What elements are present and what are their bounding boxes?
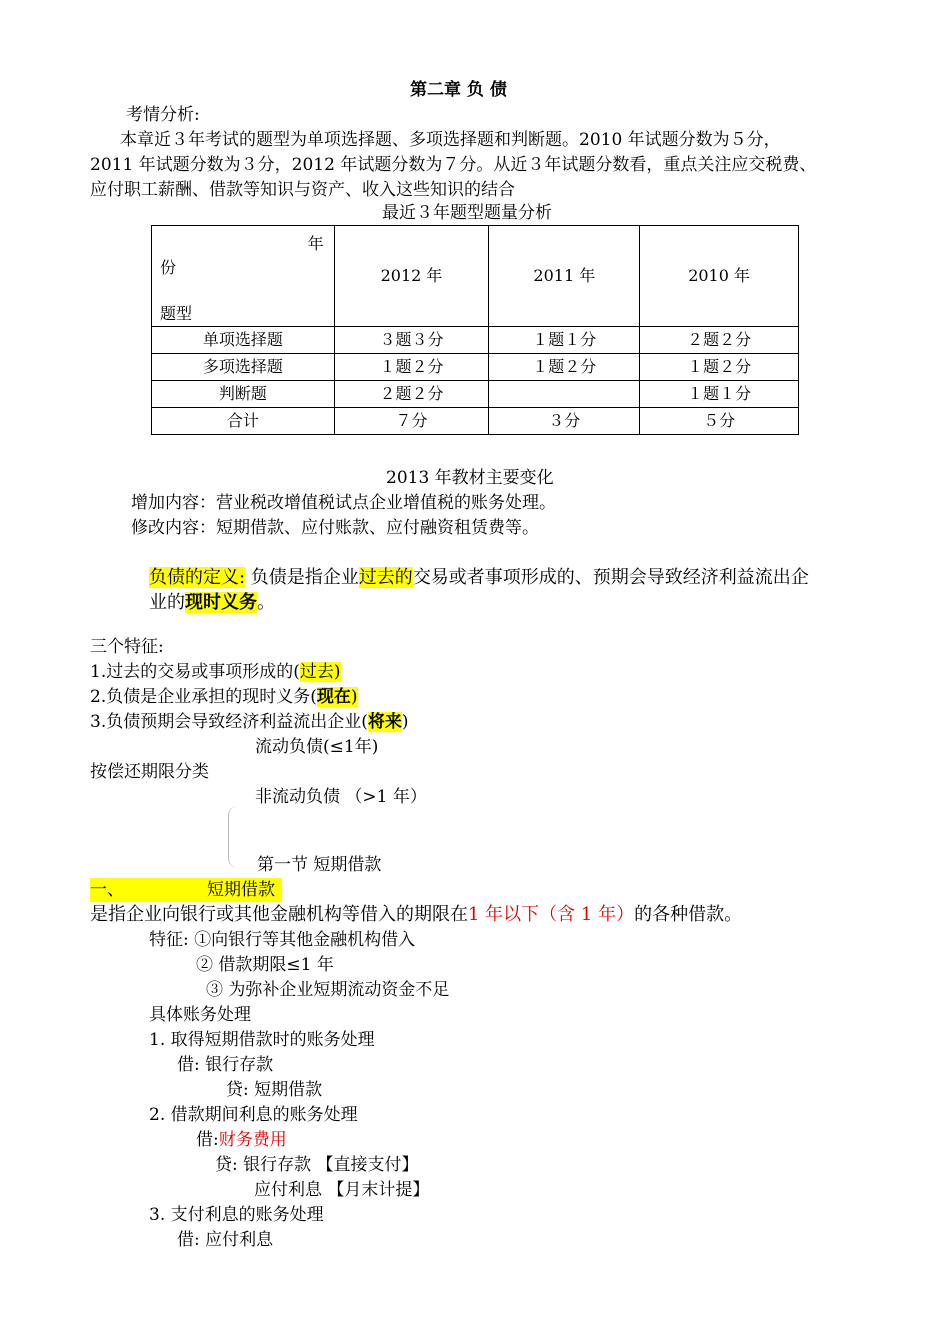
- table-row: [152, 327, 799, 354]
- definition-text: 的各种借款。: [634, 904, 743, 925]
- feature-text: 1.过去的交易或事项形成的(: [90, 662, 300, 682]
- entry-debit: [196, 1128, 287, 1152]
- analysis-heading: 考情分析:: [126, 105, 200, 125]
- features-title: 三个特征:: [90, 637, 164, 657]
- year-header-cell: 2010 年: [640, 226, 799, 327]
- highlight-present-duty: 现时义务: [185, 592, 257, 613]
- table-cell: ２题２分: [334, 381, 489, 408]
- feature2-item: 特征: ①向银行等其他金融机构借入: [149, 930, 416, 950]
- definition-label: 负债的定义:: [149, 567, 246, 588]
- row-type-cell: 判断题: [152, 381, 335, 408]
- feature-item: [90, 685, 358, 709]
- feature-tag: 现在: [316, 687, 351, 707]
- diag-year: 年: [307, 234, 324, 253]
- feature-tag: 过去: [299, 662, 334, 682]
- entry-debit: 借: 应付利息: [177, 1230, 274, 1250]
- year-header-cell: 2012 年: [334, 226, 489, 327]
- entry-debit: 借: 银行存款: [177, 1055, 274, 1075]
- sub-heading-text: 短期借款: [207, 880, 275, 900]
- table-cell: [489, 381, 640, 408]
- feature-end: ): [401, 712, 409, 732]
- step-title: 1. 取得短期借款时的账务处理: [149, 1030, 375, 1050]
- debit-account: 财务费用: [218, 1130, 287, 1150]
- section-title: 第一节 短期借款: [257, 855, 382, 875]
- red-term: 1 年以下（含 1 年）: [468, 904, 635, 925]
- entry-credit: 应付利息 【月末计提】: [254, 1180, 430, 1200]
- definition-text: 。: [257, 592, 275, 613]
- classify-label: 按偿还期限分类: [90, 762, 209, 782]
- definition-text: 负债是指企业: [245, 567, 359, 588]
- feature2-item: ② 借款期限≤1 年: [196, 955, 334, 975]
- chapter-title: 第二章 负 债: [410, 80, 507, 100]
- feature2-item: ③ 为弥补企业短期流动资金不足: [206, 980, 450, 1000]
- analysis-line-3: 应付职工薪酬、借款等知识与资产、收入这些知识的结合: [90, 180, 515, 200]
- table-cell: １题２分: [640, 354, 799, 381]
- analysis-line-2: 2011 年试题分数为３分，2012 年试题分数为７分。从近３年试题分数看，重点关注应交税费、: [90, 155, 817, 175]
- question-table: [151, 225, 799, 435]
- short-loan-definition: [90, 903, 742, 927]
- feature-end: ): [333, 662, 341, 682]
- table-cell: ５分: [640, 408, 799, 435]
- table-cell: ３题３分: [334, 327, 489, 354]
- step-title: 3. 支付利息的账务处理: [149, 1205, 324, 1225]
- feature-tag: 将来: [367, 712, 402, 732]
- table-cell: １题１分: [640, 381, 799, 408]
- definition-text: 是指企业向银行或其他金融机构等借入的期限在: [90, 904, 468, 925]
- current-liability: 流动负债(≤1年): [255, 737, 379, 757]
- table-cell: １题２分: [489, 354, 640, 381]
- table-cell: ７分: [334, 408, 489, 435]
- feature-text: 3.负债预期会导致经济利益流出企业(: [90, 712, 368, 732]
- definition-text: 交易或者事项形成的、预期会导致经济利益流出企: [412, 567, 809, 588]
- change-item: 修改内容：短期借款、应付账款、应付融资租赁费等。: [131, 518, 539, 538]
- row-type-cell: 合计: [152, 408, 335, 435]
- debit-label: 借:: [196, 1130, 219, 1150]
- feature-end: ): [350, 687, 358, 707]
- table-title: 最近３年题型题量分析: [382, 203, 552, 223]
- feature-text: 2.负债是企业承担的现时义务(: [90, 687, 317, 707]
- definition-text: 业的: [149, 592, 185, 613]
- diag-fen: 份: [160, 258, 177, 277]
- highlight-past: 过去的: [358, 567, 413, 588]
- noncurrent-liability: 非流动负债 （>1 年）: [255, 787, 427, 807]
- accounting-title: 具体账务处理: [149, 1005, 251, 1025]
- table-row: [152, 408, 799, 435]
- changes-title: 2013 年教材主要变化: [386, 468, 554, 488]
- table-cell: ３分: [489, 408, 640, 435]
- table-row: [152, 354, 799, 381]
- feature-item: [90, 710, 409, 734]
- entry-credit: 贷: 银行存款 【直接支付】: [215, 1155, 419, 1175]
- year-header-cell: 2011 年: [489, 226, 640, 327]
- row-type-cell: 单项选择题: [152, 327, 335, 354]
- feature-item: [90, 660, 341, 684]
- table-row: [152, 381, 799, 408]
- table-cell: １题２分: [334, 354, 489, 381]
- table-header-row: [152, 226, 799, 327]
- liability-definition-line-1: [149, 566, 809, 590]
- table-cell: １题１分: [489, 327, 640, 354]
- entry-credit: 贷: 短期借款: [226, 1080, 323, 1100]
- change-item: 增加内容：营业税改增值税试点企业增值税的账务处理。: [131, 493, 556, 513]
- diag-header-cell: [152, 226, 335, 327]
- diag-type: 题型: [160, 304, 193, 323]
- brace-line: [228, 806, 243, 868]
- liability-definition-line-2: [149, 591, 275, 615]
- table-cell: ２题２分: [640, 327, 799, 354]
- analysis-line-1: 本章近３年考试的题型为单项选择题、多项选择题和判断题。2010 年试题分数为５分，: [120, 130, 781, 150]
- step-title: 2. 借款期间利息的账务处理: [149, 1105, 358, 1125]
- row-type-cell: 多项选择题: [152, 354, 335, 381]
- sub-heading: [90, 878, 282, 902]
- sub-heading-num: 一、: [90, 880, 124, 900]
